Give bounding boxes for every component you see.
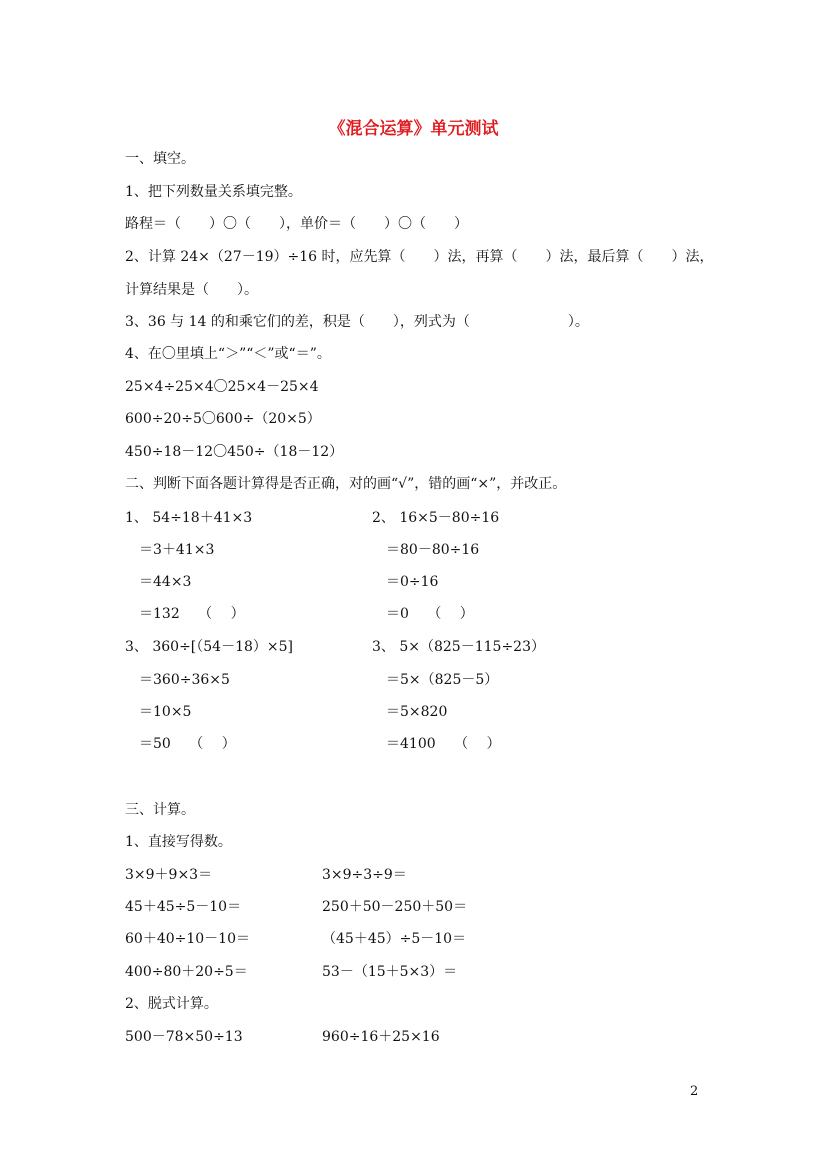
direct-left-3: 60＋40÷10－10＝ — [125, 931, 250, 947]
judge-right-6: ＝5×（825－5） — [372, 672, 499, 688]
direct-left-2: 45＋45÷5－10＝ — [125, 899, 242, 915]
judge-right-3: ＝0÷16 — [372, 574, 439, 590]
question-4: 4、在〇里填上“＞”“＜”或“＝”。 — [125, 346, 331, 362]
judge-left-1: 1、 54÷18＋41×3 — [125, 510, 253, 526]
page-title: 《混合运算》单元测试 — [328, 119, 499, 139]
judge-left-5: 3、 360÷[（54－18）×5] — [125, 639, 293, 655]
question-1: 1、把下列数量关系填完整。 — [125, 184, 302, 200]
judge-right-1: 2、 16×5－80÷16 — [372, 510, 500, 526]
direct-right-2: 250＋50－250＋50＝ — [322, 899, 468, 915]
question-2: 2、计算 24×（27－19）÷16 时，应先算（ ）法，再算（ ）法，最后算（ ）法， — [125, 249, 714, 265]
section-3-heading: 三、计算。 — [125, 802, 195, 818]
page-number: 2 — [690, 1084, 699, 1099]
judge-right-4: ＝0 （ ） — [372, 606, 474, 622]
direct-right-1: 3×9÷3÷9＝ — [322, 867, 407, 883]
question-2-cont: 计算结果是（ ）。 — [125, 282, 258, 298]
direct-left-1: 3×9＋9×3＝ — [125, 867, 213, 883]
judge-left-7: ＝10×5 — [125, 704, 192, 720]
judge-left-3: ＝44×3 — [125, 574, 192, 590]
step-right: 960÷16＋25×16 — [322, 1029, 440, 1045]
judge-right-8: ＝4100 （ ） — [372, 736, 501, 752]
section-3-sub2: 2、脱式计算。 — [125, 996, 218, 1012]
compare-3: 450÷18－12〇450÷（18－12） — [125, 444, 344, 460]
judge-right-7: ＝5×820 — [372, 704, 448, 720]
direct-left-4: 400÷80＋20÷5＝ — [125, 964, 248, 980]
judge-left-8: ＝50 （ ） — [125, 736, 236, 752]
compare-2: 600÷20÷5〇600÷（20×5） — [125, 411, 321, 427]
section-3-sub1: 1、直接写得数。 — [125, 834, 232, 850]
judge-right-5: 3、 5×（825－115÷23） — [372, 639, 545, 655]
judge-left-2: ＝3＋41×3 — [125, 542, 215, 558]
step-left: 500－78×50÷13 — [125, 1029, 243, 1045]
question-3: 3、36 与 14 的和乘它们的差，积是（ ），列式为（ ）。 — [125, 314, 589, 330]
direct-right-4: 53－（15＋5×3）＝ — [322, 964, 458, 980]
compare-1: 25×4÷25×4〇25×4－25×4 — [125, 379, 319, 395]
judge-right-2: ＝80－80÷16 — [372, 542, 480, 558]
question-1-line: 路程＝（ ）〇（ ），单价＝（ ）〇（ ） — [125, 216, 468, 232]
judge-left-4: ＝132 （ ） — [125, 606, 245, 622]
judge-left-6: ＝360÷36×5 — [125, 672, 230, 688]
section-2-heading: 二、判断下面各题计算得是否正确，对的画“√”，错的画“×”，并改正。 — [125, 476, 567, 492]
section-1-heading: 一、填空。 — [125, 151, 195, 167]
direct-right-3: （45＋45）÷5－10＝ — [322, 931, 467, 947]
